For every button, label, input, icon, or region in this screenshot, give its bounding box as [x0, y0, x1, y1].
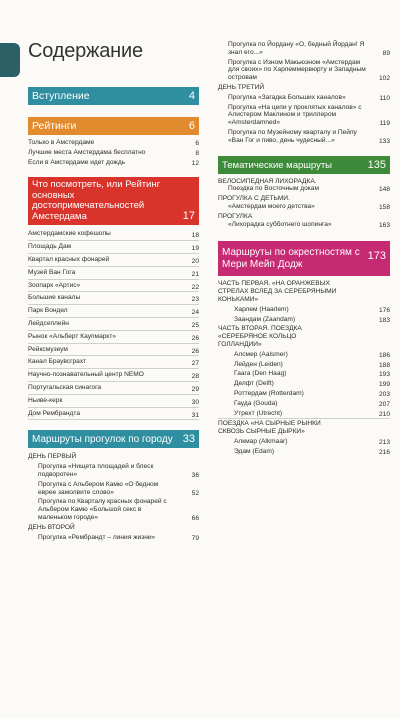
toc-entry-text: Большие каналы: [28, 294, 81, 302]
toc-entry[interactable]: [28, 369, 199, 382]
toc-entry-page: 31: [191, 411, 199, 419]
toc-entry[interactable]: [218, 379, 390, 389]
toc-entry-text: Площадь Дам: [28, 243, 72, 251]
toc-entry-page: 18: [191, 232, 199, 240]
day3-list: [218, 93, 390, 146]
part1-list: [218, 305, 390, 325]
toc-entry-page: 52: [191, 489, 199, 497]
toc-entry-page: 148: [378, 186, 390, 194]
toc-entry-page: 21: [191, 270, 199, 278]
toc-entry-text: Эдам (Edam): [234, 447, 275, 455]
toc-entry-page: 29: [191, 385, 199, 393]
toc-entry-heading: ПРОГУЛКА С ДЕТЬМИ.: [218, 195, 290, 203]
toc-entry-text: Рейксмузеум: [28, 345, 68, 353]
toc-entry-text: Научно-познавательный центр NEMO: [28, 371, 144, 379]
part-heading: ЧАСТЬ ПЕРВАЯ. «НА ОРАНЖЕВЫХ СТРЕЛАХ ВСЛЕД ЗА СЕРЕБРЯНЫМИ КОНЬКАМИ»: [218, 280, 337, 303]
toc-entry-page: 119: [379, 120, 390, 128]
toc-entry-page: 79: [191, 534, 199, 542]
toc-entry[interactable]: [218, 177, 390, 195]
toc-entry[interactable]: [218, 194, 390, 212]
toc-entry[interactable]: [28, 254, 199, 267]
toc-entry-page: 158: [378, 203, 390, 211]
toc-entry-text: Рынок «Альберт Каупмаркт»: [28, 332, 117, 340]
section-label: Маршруты прогулок по городу: [32, 434, 173, 446]
toc-entry[interactable]: [218, 40, 390, 58]
toc-entry[interactable]: [28, 382, 199, 395]
toc-entry-page: 199: [378, 381, 390, 389]
toc-entry-text: Прогулка по Йордану «О, бедный Йордан! Я знал его...»: [228, 41, 365, 56]
toc-entry-page: 163: [378, 221, 390, 229]
toc-entry-page: 186: [378, 351, 390, 359]
toc-entry-page: 207: [378, 400, 390, 408]
toc-entry-page: 23: [191, 296, 199, 304]
toc-entry-text: «Амстердам моего детства»: [228, 202, 315, 210]
page-title: Содержание: [28, 40, 143, 62]
toc-entry[interactable]: [218, 409, 390, 419]
toc-entry-text: Лейден (Leiden): [234, 360, 283, 368]
toc-entry[interactable]: [28, 395, 199, 408]
ratings-list: [28, 138, 199, 167]
toc-entry-page: 28: [191, 373, 199, 381]
toc-entry-text: Заандам (Zaandam): [234, 315, 296, 323]
day-heading: ДЕНЬ ВТОРОЙ: [28, 523, 75, 531]
day1-list: [28, 462, 199, 523]
section-page: 17: [182, 210, 195, 223]
toc-entry[interactable]: [28, 408, 199, 421]
day-heading: ДЕНЬ ПЕРВЫЙ: [28, 453, 77, 461]
toc-entry[interactable]: [218, 350, 390, 360]
toc-entry-text: Амстердамские кофешопы: [28, 230, 111, 238]
toc-entry[interactable]: [218, 103, 390, 128]
toc-entry-page: 22: [191, 283, 199, 291]
toc-entry-text: Прогулка с Изном Макьюэном «Амстердам для своих» по Харлеммервюрту и Западным островам: [228, 58, 366, 82]
toc-entry[interactable]: [218, 305, 390, 315]
toc-entry-page: 188: [378, 361, 390, 369]
toc-entry-text: Прогулка «Загадка Больших каналов»: [228, 93, 346, 101]
toc-entry[interactable]: [218, 58, 390, 83]
toc-entry-page: 6: [195, 140, 199, 147]
toc-entry-text: Прогулка «Рембрандт – линия жизни»: [38, 533, 156, 541]
toc-entry-page: 36: [191, 471, 199, 479]
thematic-list: [218, 177, 390, 230]
toc-entry-text: Португальская синагога: [28, 383, 102, 391]
section-page: 135: [367, 158, 386, 171]
toc-entry[interactable]: [28, 305, 199, 318]
toc-column-right: [218, 40, 390, 456]
toc-entry[interactable]: [218, 389, 390, 399]
toc-entry-text: Лучшие места Амстердама бесплатно: [28, 148, 146, 156]
section-label: Вступление: [32, 90, 90, 102]
toc-entry[interactable]: [218, 399, 390, 409]
toc-entry-text: Харлем (Haarlem): [234, 305, 289, 313]
toc-entry[interactable]: [28, 148, 199, 158]
toc-entry[interactable]: [28, 228, 199, 241]
section-label: Маршруты по окрестностям с Мери Мейп Додж: [222, 247, 360, 270]
toc-entry[interactable]: [28, 497, 199, 522]
toc-column-left: [28, 84, 199, 542]
sightseeing-list: [28, 228, 199, 420]
toc-entry-page: 183: [378, 316, 390, 324]
walk-list-continued: [218, 40, 390, 83]
toc-entry[interactable]: [218, 128, 390, 146]
part2-list: [218, 350, 390, 419]
toc-entry-page: 12: [191, 159, 199, 167]
toc-entry[interactable]: [218, 437, 390, 447]
toc-entry-page: 213: [378, 438, 390, 446]
toc-entry-text: Прогулка с Альбером Камю «О бедном еврее замолвите слово»: [38, 480, 159, 496]
toc-entry[interactable]: [28, 318, 199, 331]
toc-entry-text: Поездка по Восточным докам: [228, 185, 320, 193]
toc-entry-page: 102: [378, 75, 390, 83]
toc-entry[interactable]: [28, 480, 199, 498]
toc-entry[interactable]: [28, 462, 199, 480]
part3-list: [218, 437, 390, 457]
toc-entry-page: 26: [191, 334, 199, 342]
toc-entry[interactable]: [218, 212, 390, 230]
toc-entry-text: Лейдсеплейн: [28, 319, 69, 327]
toc-entry-page: 20: [191, 257, 199, 265]
toc-entry[interactable]: [28, 138, 199, 148]
toc-entry[interactable]: [28, 344, 199, 357]
chapter-tab: [0, 43, 20, 77]
toc-entry-text: Музей Ван Гога: [28, 268, 76, 276]
day-heading: ДЕНЬ ТРЕТИЙ: [218, 83, 265, 91]
toc-entry-text: Прогулка по Музейному кварталу и Пейпу «Ван Гог и пиво, день чудесный...»: [228, 128, 357, 144]
section-page: 173: [367, 250, 386, 263]
toc-entry[interactable]: [28, 267, 199, 280]
toc-entry-text: Алсмер (Aalsmer): [234, 350, 288, 358]
toc-entry-page: 19: [191, 245, 199, 253]
toc-entry-heading: ПРОГУЛКА: [218, 212, 253, 220]
toc-entry-page: 27: [191, 360, 199, 368]
section-sightseeing[interactable]: [28, 177, 199, 225]
toc-entry-text: Прогулка по Кварталу красных фонарей с Альбером Камю «Большой секс в маленьком городе»: [38, 498, 167, 521]
section-page: 6: [188, 120, 195, 132]
toc-entry-page: 24: [191, 309, 199, 317]
toc-entry-heading: ВЕЛОСИПЕДНАЯ ЛИХОРАДКА.: [218, 177, 317, 185]
toc-entry[interactable]: [28, 280, 199, 293]
toc-entry-text: Делфт (Delft): [234, 380, 274, 388]
section-environs[interactable]: [218, 241, 390, 276]
toc-entry-text: Утрехт (Utrecht): [234, 409, 283, 417]
toc-entry-text: Квартал красных фонарей: [28, 255, 110, 263]
toc-entry-text: Гауда (Gouda): [234, 399, 278, 407]
toc-entry-text: Если в Амстердаме идет дождь: [28, 158, 126, 166]
toc-entry-page: 133: [378, 137, 390, 145]
toc-entry[interactable]: [218, 369, 390, 379]
toc-entry-page: 210: [378, 410, 390, 418]
toc-entry[interactable]: [28, 533, 199, 543]
toc-entry-text: Парк Вондел: [28, 307, 68, 315]
toc-entry-text: Канал Браувсграхт: [28, 358, 87, 366]
part-heading: ЧАСТЬ ВТОРАЯ. ПОЕЗДКА «СЕРЕБРЯНОЕ КОЛЬЦО ГОЛЛАНДИИ»: [218, 325, 302, 348]
toc-entry[interactable]: [218, 447, 390, 457]
section-walks[interactable]: [28, 430, 199, 448]
section-ratings[interactable]: [28, 117, 199, 135]
toc-entry[interactable]: [218, 315, 390, 325]
toc-entry-page: 26: [191, 347, 199, 355]
section-label: Тематические маршруты: [222, 159, 333, 171]
toc-entry[interactable]: [218, 93, 390, 103]
toc-entry[interactable]: [28, 331, 199, 344]
toc-entry-page: 110: [379, 94, 390, 102]
section-page: 33: [182, 433, 195, 446]
toc-entry-page: 193: [378, 371, 390, 379]
toc-entry-text: «Лихорадка субботнего шопинга»: [228, 220, 332, 228]
toc-entry-text: Роттердам (Rotterdam): [234, 389, 304, 397]
toc-entry-text: Дом Рембрандта: [28, 409, 81, 417]
toc-entry-page: 25: [191, 321, 199, 329]
toc-entry[interactable]: [28, 292, 199, 305]
toc-entry-text: Гаага (Den Haag): [234, 370, 287, 378]
toc-entry-page: 30: [191, 398, 199, 406]
toc-entry-text: Прогулка «На цепи у проклятых каналов» с Алистером Маклином и триллером «Amsterdamned»: [228, 103, 362, 127]
section-label: Что посмотреть, или Рейтинг основных достопримечательностей Амстердама: [32, 179, 161, 222]
toc-entry[interactable]: [28, 158, 199, 168]
toc-entry-page: 89: [382, 49, 390, 57]
toc-entry-page: 176: [378, 306, 390, 314]
toc-entry-text: Прогулка «Нищета площадей и блеск подворотен»: [38, 463, 154, 478]
toc-entry-page: 203: [378, 390, 390, 398]
toc-entry-text: Ньиве-керк: [28, 396, 63, 404]
part-heading: ПОЕЗДКА «НА СЫРНЫЕ РЫНКИ СКВОЗЬ СЫРНЫЕ ДЫРКИ»: [218, 418, 390, 437]
toc-entry-page: 66: [191, 514, 199, 522]
toc-entry-page: 8: [195, 149, 199, 157]
toc-entry-text: Зоопарк «Артис»: [28, 281, 81, 289]
section-thematic[interactable]: [218, 156, 390, 174]
toc-entry[interactable]: [28, 241, 199, 254]
toc-entry[interactable]: [218, 360, 390, 370]
toc-entry-page: 216: [378, 448, 390, 456]
section-intro[interactable]: [28, 87, 199, 105]
toc-entry-text: Только в Амстердаме: [28, 139, 95, 146]
section-label: Рейтинги: [32, 120, 77, 132]
section-page: 4: [188, 90, 195, 102]
day2-list: [28, 533, 199, 543]
toc-entry-text: Алкмар (Alkmaar): [234, 437, 288, 445]
toc-entry[interactable]: [28, 356, 199, 369]
